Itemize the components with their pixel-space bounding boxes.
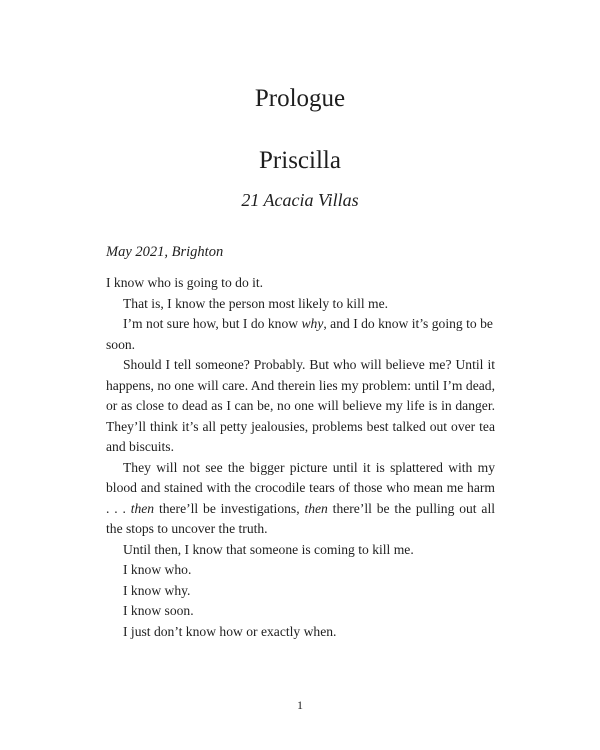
paragraph [106, 355, 495, 458]
paragraph-text: I just don’t know how or exactly when. [123, 623, 337, 639]
body-text [106, 273, 495, 642]
page-number: 1 [297, 698, 303, 712]
emphasis-text: why [301, 316, 324, 331]
paragraph [106, 273, 495, 294]
paragraph-text: I’m not sure how, but I do know [123, 316, 302, 331]
paragraph-text: That is, I know the person most likely to kill me. [123, 295, 389, 311]
paragraph [106, 581, 495, 602]
paragraph-text: I know who is going to do it. [106, 275, 264, 290]
paragraph [106, 540, 495, 561]
emphasis-text: then [304, 500, 328, 516]
paragraph-text: , and I do know it’s going to be soon. [106, 316, 493, 352]
paragraph-text: there’ll be the pulling out all the stops to uncover the truth. [106, 500, 495, 536]
paragraph [106, 314, 495, 355]
paragraph-text: I know who. [123, 562, 192, 577]
emphasis-text: then [130, 500, 155, 516]
paragraph [106, 560, 495, 581]
paragraph-text: I know soon. [123, 603, 194, 618]
paragraph-text: Until then, I know that someone is coming to kill me. [123, 541, 414, 557]
paragraph [106, 622, 495, 643]
dateline: May 2021, Brighton [106, 244, 224, 260]
paragraph [106, 601, 495, 622]
section-heading: Prologue [254, 85, 346, 112]
paragraph [106, 294, 495, 315]
paragraph [106, 458, 495, 540]
paragraph-text: They will not see the bigger picture until it is splattered with my blood and stained with the crocodile tears of those who mean me harm . . . [106, 459, 495, 516]
paragraph-text: there’ll be investigations, [154, 500, 305, 516]
paragraph-text: I know why. [123, 582, 191, 598]
chapter-location: 21 Acacia Villas [241, 190, 359, 210]
chapter-title: Priscilla [259, 147, 341, 174]
paragraph-text: Should I tell someone? Probably. But who will believe me? Until it happens, no one will care. And therein lies my problem: until I’m dead, or as close to dead as I can be, no one will believe my life is in danger. They’ll think it’s all petty jealousies, problems best talked out over tea and biscuits. [106, 357, 495, 454]
